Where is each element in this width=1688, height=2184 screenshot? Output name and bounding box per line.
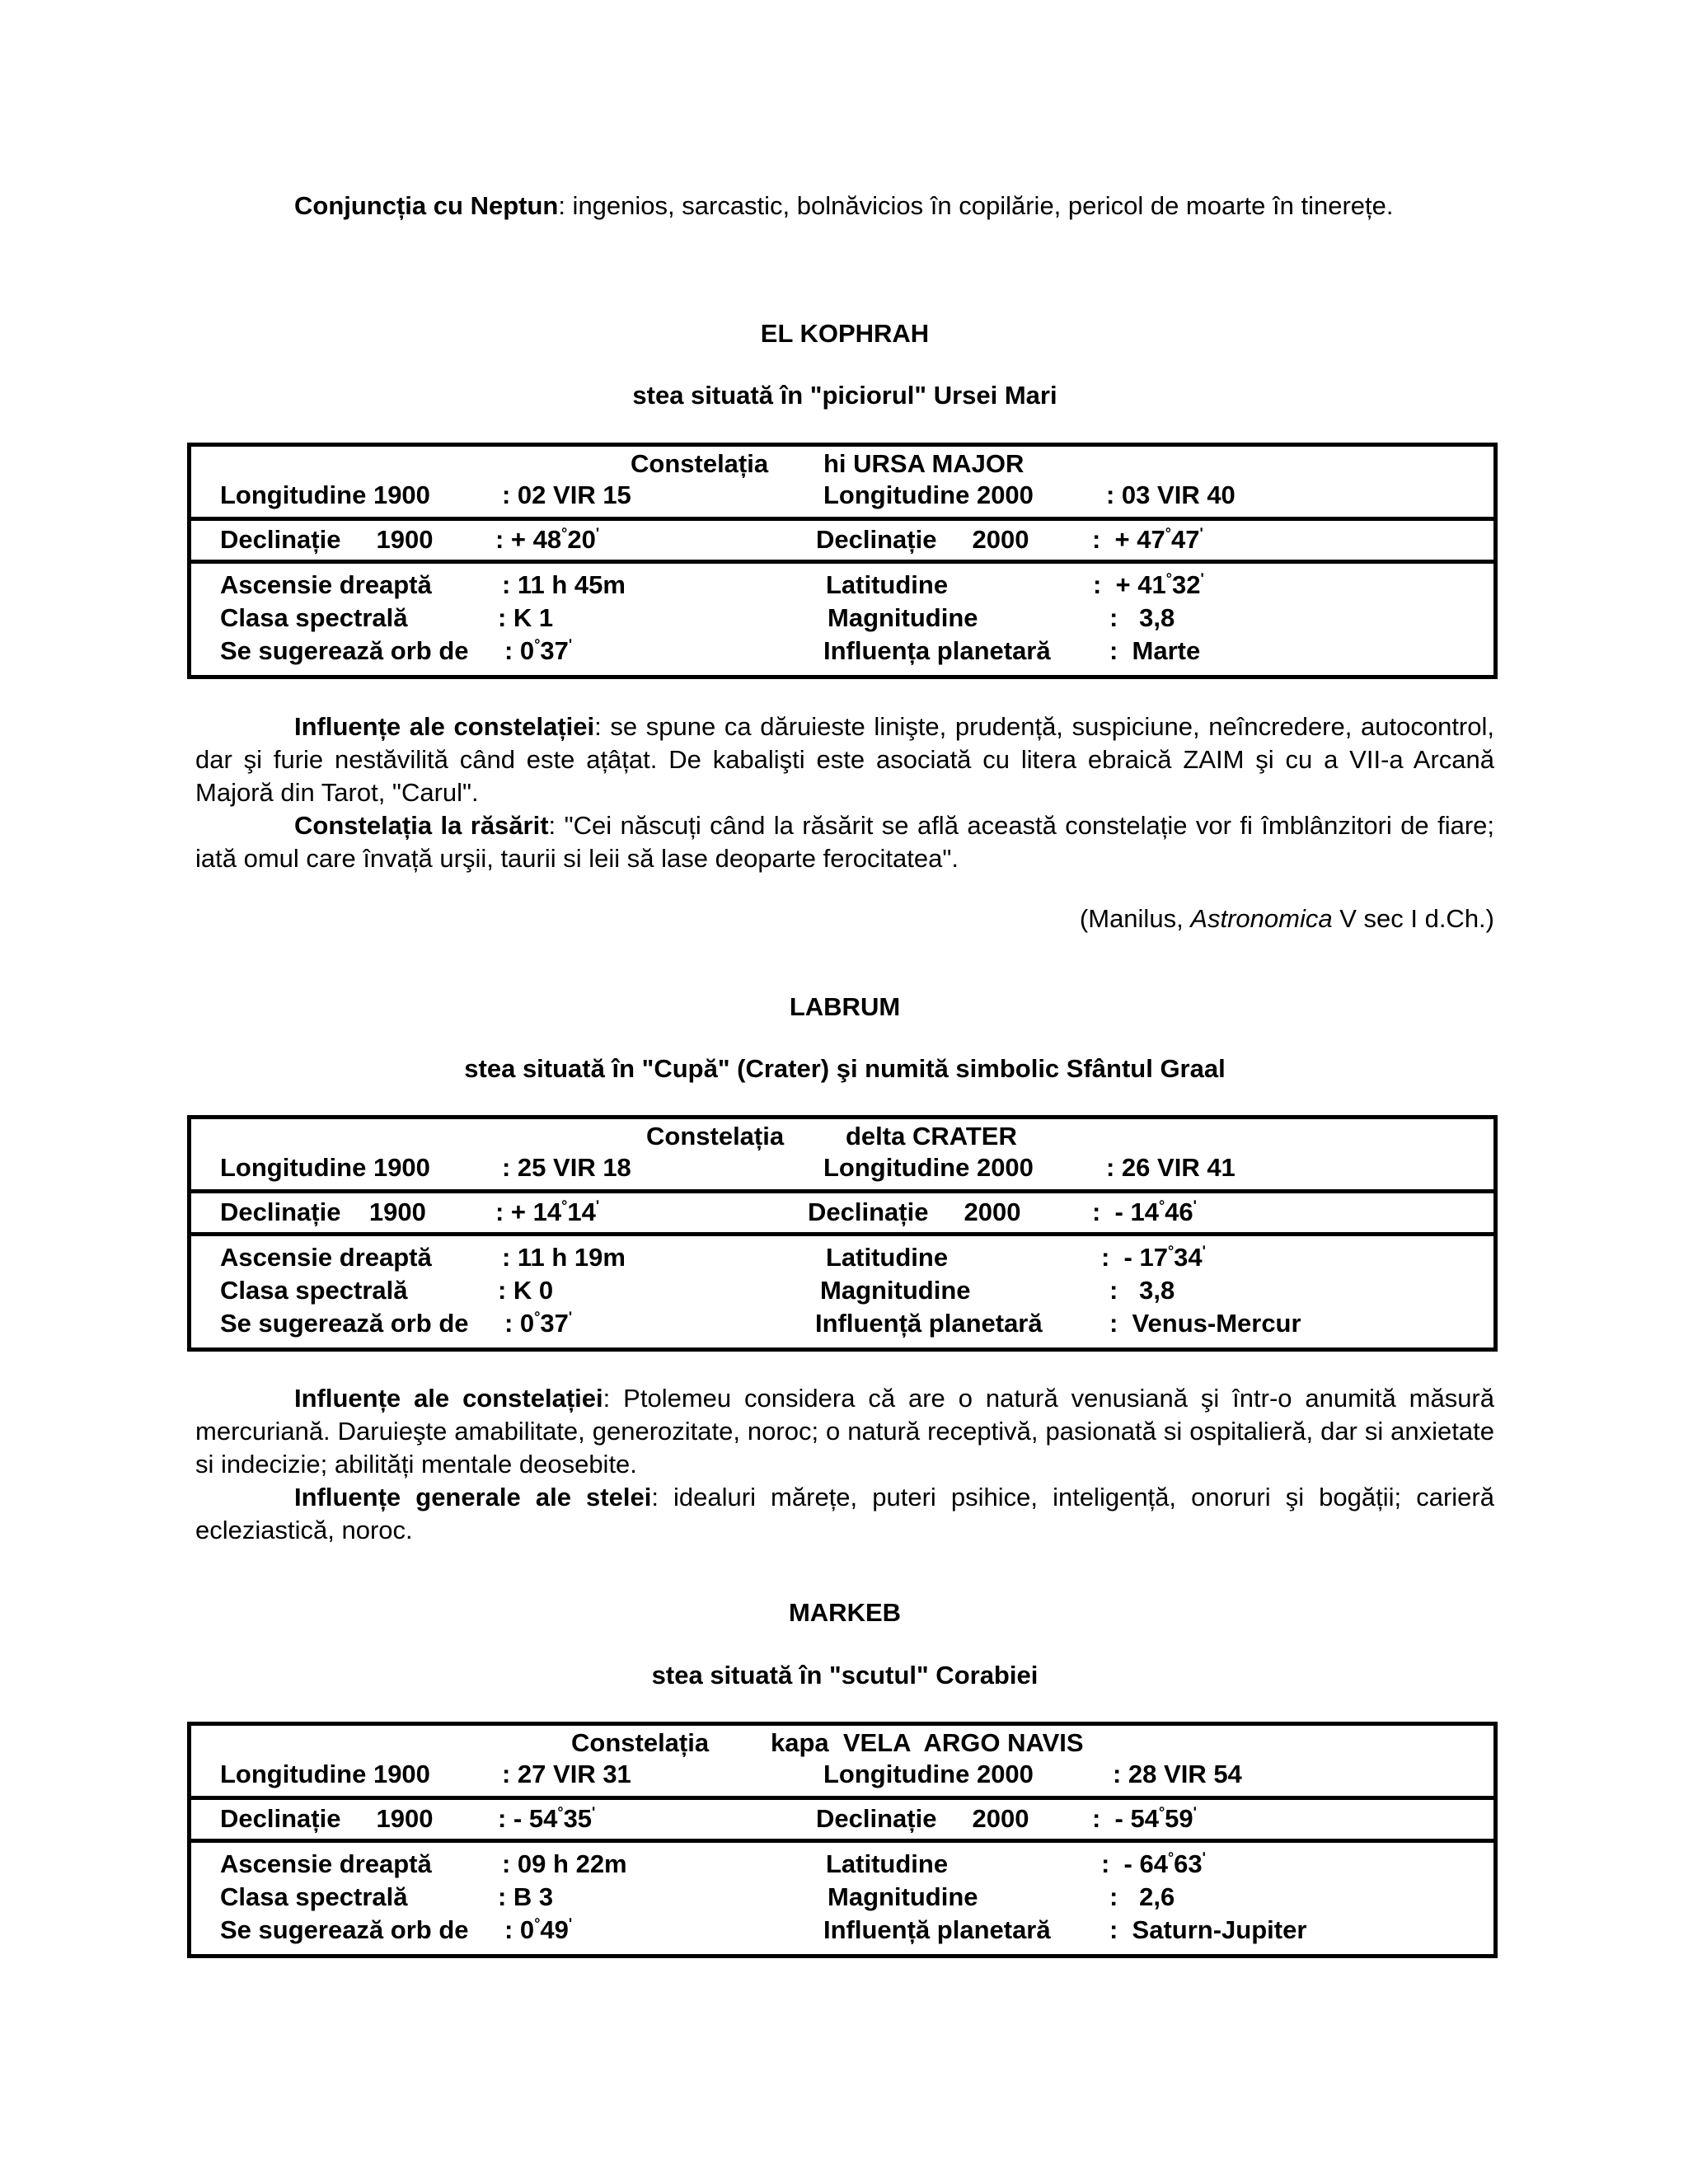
orb-value	[504, 1307, 572, 1340]
paragraph-label: Influențe ale constelației	[294, 1384, 603, 1413]
dec2000-value	[1092, 1802, 1197, 1835]
orb-deg: : 0	[504, 636, 535, 665]
dec2000-min: 59	[1165, 1804, 1193, 1833]
minute-symbol: ʹ	[1199, 525, 1203, 541]
table-section-details	[191, 1236, 1493, 1347]
star-title-markeb: MARKEB	[788, 1598, 902, 1627]
spec-value: : K 0	[498, 1276, 554, 1305]
orb-label: Se sugerează orb de	[220, 636, 469, 665]
constellation-influence-paragraph	[195, 710, 1494, 809]
lon1900-value: : 25 VIR 18	[502, 1153, 631, 1182]
orb-value	[504, 1914, 572, 1947]
dec1900-deg: : - 54	[498, 1804, 558, 1833]
lat-value	[1101, 1241, 1206, 1274]
lat-min: 63	[1174, 1849, 1203, 1878]
minute-symbol: ʹ	[568, 1309, 573, 1325]
rising-paragraph	[195, 809, 1494, 875]
constellation-label: Constelația	[646, 1122, 785, 1151]
degree-symbol: °	[557, 1804, 564, 1821]
star-title-el-kophrah: EL KOPHRAH	[760, 319, 930, 348]
influence-label: Influență planetară	[823, 1915, 1051, 1944]
orb-deg: : 0	[504, 1309, 535, 1338]
lat-label: Latitudine	[826, 1849, 949, 1878]
orb-min: 37	[540, 636, 569, 665]
minute-symbol: ʹ	[1200, 570, 1204, 587]
paragraph-text: : "Cei născuți când la răsărit se află această constelație vor fi îmblânzitori de fiare; iată omul care învață urşii, taurii si leii să lase deoparte ferocitatea".	[195, 811, 1494, 873]
degree-symbol: °	[534, 1915, 541, 1932]
paragraph-text: : se spune ca dăruieste linişte, prudență, suspiciune, neîncredere, autocontrol, dar şi furie nestăvilită când este ațâțat. De kabalişti este asociată cu litera ebraică ZAIM şi cu a VII-a Arcană Majoră din Tarot, "Carul".	[195, 712, 1494, 807]
dec1900-value	[495, 523, 599, 556]
mag-value: : 3,8	[1109, 1276, 1175, 1305]
ra-label: Ascensie dreaptă	[220, 570, 432, 599]
degree-symbol: °	[534, 1309, 541, 1325]
constellation-value: hi URSA MAJOR	[823, 449, 1025, 478]
table-section-longitude	[191, 1726, 1493, 1800]
lat-deg: : + 41	[1093, 570, 1166, 599]
star-title-labrum: LABRUM	[789, 992, 901, 1021]
dec1900-value	[498, 1802, 595, 1835]
el-kophrah-description	[195, 710, 1494, 875]
orb-label: Se sugerează orb de	[220, 1915, 469, 1944]
dec2000-deg: : + 47	[1092, 525, 1165, 554]
citation-post: V sec I d.Ch.)	[1332, 904, 1494, 933]
mag-label: Magnitudine	[828, 1882, 978, 1911]
dec2000-value	[1092, 523, 1203, 556]
paragraph-label: Influențe generale ale stelei	[294, 1483, 652, 1511]
lon1900-label: Longitudine 1900	[220, 1760, 430, 1788]
lon1900-value: : 02 VIR 15	[502, 480, 631, 509]
minute-symbol: ʹ	[1193, 1197, 1197, 1214]
ra-label: Ascensie dreaptă	[220, 1243, 432, 1272]
dec1900-min: 20	[567, 525, 596, 554]
lat-label: Latitudine	[826, 570, 949, 599]
dec2000-min: 46	[1165, 1197, 1193, 1226]
lat-value	[1093, 569, 1204, 602]
citation-title: Astronomica	[1190, 904, 1333, 933]
influence-value: : Venus-Mercur	[1109, 1309, 1301, 1338]
degree-symbol: °	[1158, 1197, 1165, 1214]
spec-value: : K 1	[498, 603, 554, 632]
intro-text	[195, 190, 1494, 223]
ra-value: : 09 h 22m	[502, 1849, 627, 1878]
lat-value	[1101, 1848, 1206, 1881]
lon2000-value: : 03 VIR 40	[1106, 480, 1236, 509]
lon1900-label: Longitudine 1900	[220, 1153, 430, 1182]
mag-label: Magnitudine	[828, 603, 978, 632]
orb-min: 37	[540, 1309, 569, 1338]
paragraph-label: Influențe ale constelației	[294, 712, 595, 741]
degree-symbol: °	[534, 636, 541, 653]
table-section-details	[191, 1843, 1493, 1954]
constellation-label: Constelația	[571, 1728, 710, 1757]
degree-symbol: °	[1167, 1849, 1175, 1866]
dec2000-deg: : - 14	[1092, 1197, 1159, 1226]
table-section-longitude	[191, 447, 1493, 521]
dec1900-min: 35	[563, 1804, 593, 1833]
influence-label: Influența planetară	[823, 636, 1051, 665]
dec1900-label: Declinație 1900	[220, 525, 434, 554]
spec-value: : B 3	[498, 1882, 554, 1911]
minute-symbol: ʹ	[595, 525, 600, 541]
dec2000-deg: : - 54	[1092, 1804, 1159, 1833]
lon2000-label: Longitudine 2000	[823, 1153, 1034, 1182]
lat-label: Latitudine	[826, 1243, 949, 1272]
spec-label: Clasa spectrală	[220, 1882, 408, 1911]
mag-value: : 2,6	[1109, 1882, 1175, 1911]
paragraph-text: : idealuri mărețe, puteri psihice, inteligență, onoruri şi bogății; carieră ecleziastică, noroc.	[195, 1483, 1494, 1544]
minute-symbol: ʹ	[568, 1915, 573, 1932]
minute-symbol: ʹ	[592, 1804, 596, 1821]
orb-min: 49	[540, 1915, 569, 1944]
orb-label: Se sugerează orb de	[220, 1309, 469, 1338]
dec2000-label: Declinație 2000	[816, 1804, 1029, 1833]
dec2000-label: Declinație 2000	[816, 525, 1029, 554]
intro-paragraph	[195, 190, 1494, 223]
degree-symbol: °	[1158, 1804, 1165, 1821]
minute-symbol: ʹ	[1202, 1849, 1206, 1866]
lat-min: 32	[1171, 570, 1201, 599]
lon2000-value: : 26 VIR 41	[1106, 1153, 1236, 1182]
intro-label: Conjuncția cu Neptun	[294, 191, 559, 220]
minute-symbol: ʹ	[568, 636, 573, 653]
paragraph-text: : Ptolemeu considera că are o natură venusiană şi într-o anumită măsură mercuriană. Daruieşte amabilitate, generozitate, noroc; o natură receptivă, pasionată si ospitalieră, dar si anxietate si indecizie; abilități mentale deosebite.	[195, 1384, 1494, 1479]
dec1900-label: Declinație 1900	[220, 1197, 426, 1226]
table-section-details	[191, 564, 1493, 675]
degree-symbol: °	[1165, 570, 1172, 587]
degree-symbol: °	[561, 525, 568, 541]
citation	[195, 902, 1494, 935]
lat-deg: : - 17	[1101, 1243, 1168, 1272]
lat-min: 34	[1174, 1243, 1203, 1272]
constellation-value: kapa VELA ARGO NAVIS	[771, 1728, 1084, 1757]
spec-label: Clasa spectrală	[220, 1276, 408, 1305]
labrum-description	[195, 1382, 1494, 1547]
influence-value: : Marte	[1109, 636, 1201, 665]
star-subtitle-el-kophrah: stea situată în "piciorul" Ursei Mari	[632, 381, 1057, 410]
constellation-influence-paragraph	[195, 1382, 1494, 1481]
paragraph-label: Constelația la răsărit	[294, 811, 549, 840]
lat-deg: : - 64	[1101, 1849, 1168, 1878]
influence-label: Influență planetară	[815, 1309, 1043, 1338]
star-subtitle-markeb: stea situată în "scutul" Corabiei	[651, 1661, 1039, 1690]
ra-value: : 11 h 45m	[502, 570, 626, 599]
degree-symbol: °	[1167, 1243, 1175, 1259]
spec-label: Clasa spectrală	[220, 603, 408, 632]
star-table-labrum	[187, 1115, 1498, 1352]
ra-label: Ascensie dreaptă	[220, 1849, 432, 1878]
minute-symbol: ʹ	[1193, 1804, 1197, 1821]
ra-value: : 11 h 19m	[502, 1243, 626, 1272]
table-section-declination	[191, 1800, 1493, 1843]
dec2000-label: Declinație 2000	[808, 1197, 1021, 1226]
mag-label: Magnitudine	[820, 1276, 971, 1305]
intro-body: : ingenios, sarcastic, bolnăvicios în copilărie, pericol de moarte în tinerețe.	[558, 191, 1394, 220]
orb-deg: : 0	[504, 1915, 535, 1944]
lon1900-label: Longitudine 1900	[220, 480, 430, 509]
orb-value	[504, 635, 572, 668]
constellation-value: delta CRATER	[846, 1122, 1017, 1151]
lon1900-value: : 27 VIR 31	[502, 1760, 631, 1788]
degree-symbol: °	[1165, 525, 1171, 541]
table-section-longitude	[191, 1119, 1493, 1193]
minute-symbol: ʹ	[1202, 1243, 1206, 1259]
influence-value: : Saturn-Jupiter	[1109, 1915, 1307, 1944]
dec1900-label: Declinație 1900	[220, 1804, 434, 1833]
table-section-declination	[191, 521, 1493, 564]
dec2000-value	[1092, 1196, 1197, 1229]
dec2000-min: 47	[1170, 525, 1200, 554]
degree-symbol: °	[561, 1197, 568, 1214]
lon2000-value: : 28 VIR 54	[1113, 1760, 1242, 1788]
dec1900-min: 14	[567, 1197, 596, 1226]
lon2000-label: Longitudine 2000	[823, 480, 1034, 509]
dec1900-deg: : + 48	[495, 525, 562, 554]
dec1900-value	[495, 1196, 599, 1229]
dec1900-deg: : + 14	[495, 1197, 562, 1226]
lon2000-label: Longitudine 2000	[823, 1760, 1034, 1788]
mag-value: : 3,8	[1109, 603, 1175, 632]
constellation-label: Constelația	[631, 449, 769, 478]
minute-symbol: ʹ	[595, 1197, 600, 1214]
star-influence-paragraph	[195, 1481, 1494, 1547]
table-section-declination	[191, 1193, 1493, 1236]
citation-pre: (Manilus,	[1079, 904, 1191, 933]
star-table-markeb	[187, 1722, 1498, 1958]
star-subtitle-labrum: stea situată în "Cupă" (Crater) şi numită simbolic Sfântul Graal	[464, 1054, 1226, 1083]
star-table-el-kophrah	[187, 443, 1498, 679]
